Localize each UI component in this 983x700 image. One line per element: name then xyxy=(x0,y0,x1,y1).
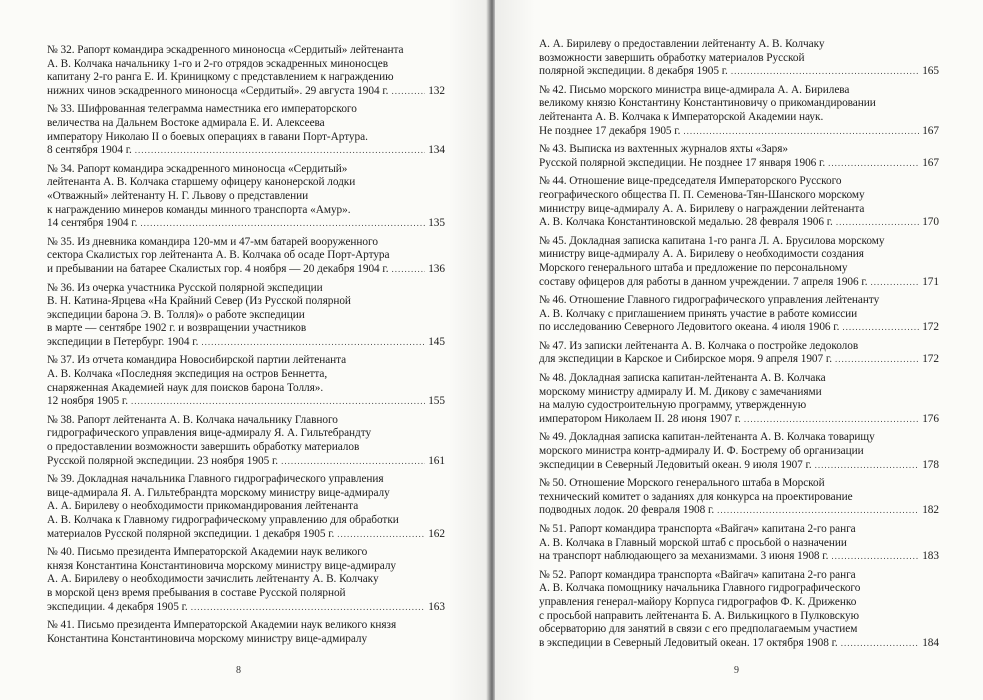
entry-line: А. В. Колчака помощнику начальника Главного гидрографического xyxy=(539,582,861,595)
entry-text: 14 сентября 1904 г. xyxy=(47,217,138,230)
entry-last-line xyxy=(47,455,445,469)
entry-line: к награждению минеров команды минного транспорта «Амур». xyxy=(47,203,351,216)
entry-text: 12 ноября 1905 г. xyxy=(47,395,128,408)
entry-line: № 42. Письмо морского министра вице-адмирала А. А. Бирилева xyxy=(539,83,850,96)
entry-line: А. А. Бирилеву о необходимости зачислить лейтенанту А. В. Колчаку xyxy=(47,573,379,586)
contents-entry xyxy=(47,236,445,277)
entry-page-number: 176 xyxy=(922,412,939,425)
entry-text: и пребывании на батарее Скалистых гор. 4 ноября — 20 декабря 1904 г. xyxy=(47,262,389,275)
contents-entry xyxy=(47,354,445,408)
entry-line: Константина Константиновича морскому министру вице-адмиралу xyxy=(47,632,368,645)
entry-line: о предоставлении возможности завершить обработку материалов xyxy=(47,441,360,454)
entry-line: № 41. Письмо президента Императорской Академии наук великого князя xyxy=(47,619,397,632)
entry-line: № 45. Докладная записка капитана 1-го ранга Л. А. Брусилова морскому xyxy=(539,234,885,247)
contents-entry xyxy=(47,473,445,541)
entry-page-number: 134 xyxy=(428,144,445,157)
entry-page-number: 136 xyxy=(428,262,445,275)
entry-page-number: 178 xyxy=(922,458,939,471)
entry-page-number: 167 xyxy=(922,124,939,137)
entry-last-line xyxy=(47,263,445,277)
entry-line: № 32. Рапорт командира эскадренного миноносца «Сердитый» лейтенанта xyxy=(47,44,404,56)
entry-line: № 50. Отношение Морского генерального штаба в Морской xyxy=(539,477,825,490)
entry-line: с просьбой направить лейтенанта Б. А. Вилькицкого в Пулковскую xyxy=(539,609,860,622)
entry-line: № 47. Из записки лейтенанта А. В. Колчака о постройке ледоколов xyxy=(539,339,859,352)
entry-page-number: 172 xyxy=(922,321,939,334)
entry-line: А. А. Бирилеву о предоставлении лейтенанту А. В. Колчаку xyxy=(539,38,825,50)
entry-line: морскому министру адмиралу И. М. Дикову с замечаниями xyxy=(539,385,822,398)
entry-text: 8 сентября 1904 г. xyxy=(47,144,132,157)
entry-line: № 52. Рапорт командира транспорта «Вайгач» капитана 2-го ранга xyxy=(539,568,856,581)
dot-leader xyxy=(281,455,425,469)
entry-line: географического общества П. П. Семенова-Тян-Шанского морскому xyxy=(539,188,865,201)
entry-line: возможности завершить обработку материалов Русской xyxy=(539,51,805,64)
dot-leader xyxy=(828,157,919,171)
entry-line: № 48. Докладная записка капитан-лейтенанта А. В. Колчака xyxy=(539,372,826,385)
dot-leader xyxy=(201,336,425,350)
contents-entry xyxy=(539,235,939,289)
entry-page-number: 184 xyxy=(922,636,939,649)
page-number-right: 9 xyxy=(734,665,739,676)
dot-leader xyxy=(131,395,425,409)
entry-text: Не позднее 17 декабря 1905 г. xyxy=(539,124,681,137)
entry-text: Русской полярной экспедиции. 23 ноября 1905 г. xyxy=(47,454,279,467)
entry-line: в марте — сентябре 1902 г. и возвращении участников xyxy=(47,322,307,335)
entry-last-line xyxy=(47,395,445,409)
entry-text: на транспорт наблюдающего за механизмами. 3 июня 1908 г. xyxy=(539,550,829,563)
entry-text: экспедиции. 4 декабря 1905 г. xyxy=(47,600,188,613)
entry-line: капитану 2-го ранга Е. И. Криницкому с представлением к награждению xyxy=(47,71,394,84)
entry-line: № 44. Отношение вице-председателя Императорского Русского xyxy=(539,175,842,188)
dot-leader xyxy=(135,144,425,158)
dot-leader xyxy=(337,528,425,542)
entry-text: экспедиции в Северный Ледовитый океан. 9 июля 1907 г. xyxy=(539,458,812,471)
entry-line: № 51. Рапорт командира транспорта «Вайгач» капитана 2-го ранга xyxy=(539,523,856,535)
entry-line: Морского генерального штаба и предложение по персональному xyxy=(539,261,848,274)
entry-last-line xyxy=(47,144,445,158)
dot-leader xyxy=(842,321,919,335)
contents-entry xyxy=(47,546,445,614)
dot-leader xyxy=(831,550,919,564)
entry-line: А. А. Бирилеву о необходимости прикомандирования лейтенанта xyxy=(47,500,359,513)
entry-text: экспедиции в Петербург. 1904 г. xyxy=(47,335,199,348)
dot-leader xyxy=(841,637,920,651)
entry-last-line xyxy=(539,276,939,290)
entry-line: № 39. Докладная начальника Главного гидрографического управления xyxy=(47,473,384,486)
entry-line: морского министра контр-адмиралу И. Ф. Бострему об организации xyxy=(539,445,864,458)
entry-text: для экспедиции в Карское и Сибирское моря. 9 апреля 1907 г. xyxy=(539,353,832,366)
entry-line: вице-адмирала Я. А. Гильтебрандта морскому министру вице-адмиралу xyxy=(47,486,390,499)
entry-line: № 33. Шифрованная телеграмма наместника его императорского xyxy=(47,103,357,116)
entry-line: А. В. Колчаку с приглашением принять участие в работе комиссии xyxy=(539,307,858,320)
contents-entry xyxy=(539,340,939,367)
entry-line: министру вице-адмиралу А. А. Бирилеву о необходимости создания xyxy=(539,248,864,261)
page-number-left: 8 xyxy=(236,665,241,676)
entry-line: князя Константина Константиновича морскому министру вице-адмиралу xyxy=(47,559,397,572)
left-page xyxy=(0,0,488,700)
entry-line: № 49. Докладная записка капитан-лейтенанта А. В. Колчака товарищу xyxy=(539,431,875,444)
entry-text: А. В. Колчака Константиновской медалью. 28 февраля 1906 г. xyxy=(539,216,833,229)
entry-page-number: 182 xyxy=(922,504,939,517)
entry-text: императором Николаем II. 28 июня 1907 г. xyxy=(539,412,741,425)
entry-page-number: 170 xyxy=(922,216,939,229)
entry-last-line xyxy=(47,528,445,542)
entry-text: полярной экспедиции. 8 декабря 1905 г. xyxy=(539,65,728,78)
entry-last-line xyxy=(539,504,939,518)
entry-line: № 37. Из отчета командира Новосибирской партии лейтенанта xyxy=(47,354,347,367)
contents-entry xyxy=(47,44,445,98)
contents-entry xyxy=(539,143,939,170)
contents-entry xyxy=(539,431,939,472)
entry-line: В. Н. Катина-Ярцева «На Крайний Север (Из Русской полярной xyxy=(47,295,351,308)
dot-leader xyxy=(744,413,919,427)
entry-last-line xyxy=(47,85,445,99)
entry-line: № 46. Отношение Главного гидрографического управления лейтенанту xyxy=(539,294,880,307)
dot-leader xyxy=(140,217,425,231)
page-curve-shadow xyxy=(448,0,488,700)
dot-leader xyxy=(836,216,919,230)
contents-entry xyxy=(539,477,939,518)
entry-last-line xyxy=(539,353,939,367)
entry-last-line xyxy=(47,336,445,350)
entry-line: на малую судостроительную программу, утвержденную xyxy=(539,399,807,412)
entry-line: «Отважный» лейтенанту Н. Г. Львову о представлении xyxy=(47,189,309,202)
contents-entry xyxy=(539,84,939,138)
entry-last-line xyxy=(539,216,939,230)
entry-text: Русской полярной экспедиции. Не позднее 17 января 1906 г. xyxy=(539,156,826,169)
entry-page-number: 183 xyxy=(922,550,939,563)
contents-entry xyxy=(47,619,445,646)
entry-line: управления генерал-майору Корпуса гидрографов Ф. К. Дриженко xyxy=(539,595,857,608)
contents-entry xyxy=(539,175,939,229)
entry-last-line xyxy=(539,157,939,171)
entry-page-number: 155 xyxy=(428,395,445,408)
entry-line: величества на Дальнем Востоке адмирала Е. И. Алексеева xyxy=(47,116,325,129)
contents-entry xyxy=(539,523,939,564)
contents-entry xyxy=(539,294,939,335)
contents-entry xyxy=(47,414,445,468)
entry-page-number: 167 xyxy=(922,156,939,169)
entry-page-number: 171 xyxy=(922,275,939,288)
entry-page-number: 163 xyxy=(428,600,445,613)
entry-line: А. В. Колчака в Главный морской штаб с просьбой о назначении xyxy=(539,536,847,549)
entry-last-line xyxy=(539,413,939,427)
entry-last-line xyxy=(539,459,939,473)
entry-line: А. В. Колчака начальнику 1-го и 2-го отрядов эскадренных миноносцев xyxy=(47,57,389,70)
entry-line: снаряженная Академией наук для поисков барона Толля». xyxy=(47,381,324,394)
entry-page-number: 135 xyxy=(428,217,445,230)
right-page xyxy=(495,0,983,700)
dot-leader xyxy=(717,504,919,518)
entry-text: материалов Русской полярной экспедиции. 1 декабря 1905 г. xyxy=(47,527,335,540)
dot-leader xyxy=(392,263,426,277)
entry-last-line xyxy=(539,550,939,564)
entry-line: № 34. Рапорт командира эскадренного миноносца «Сердитый» xyxy=(47,162,348,175)
entry-last-line xyxy=(539,637,939,651)
dot-leader xyxy=(683,125,919,139)
entry-line: министру вице-адмиралу А. А. Бирилеву о награждении лейтенанта xyxy=(539,202,865,215)
dot-leader xyxy=(391,85,425,99)
dot-leader xyxy=(191,601,426,615)
entry-last-line xyxy=(539,125,939,139)
contents-entry xyxy=(539,38,939,79)
entry-line: № 43. Выписка из вахтенных журналов яхты «Заря» xyxy=(539,143,789,156)
dot-leader xyxy=(731,65,919,79)
contents-entry xyxy=(47,282,445,350)
entry-text: в экспедиции в Северный Ледовитый океан. 17 октября 1908 г. xyxy=(539,636,838,649)
entry-line: лейтенанта А. В. Колчака к Императорской Академии наук. xyxy=(539,110,824,123)
entry-line: сектора Скалистых гор лейтенанта А. В. Колчака об осаде Порт-Артура xyxy=(47,249,390,262)
contents-list-left xyxy=(47,44,445,651)
dot-leader xyxy=(835,353,919,367)
entry-line: лейтенанта А. В. Колчака старшему офицеру канонерской лодки xyxy=(47,176,356,189)
entry-last-line xyxy=(47,601,445,615)
entry-page-number: 145 xyxy=(428,335,445,348)
entry-line: А. В. Колчака «Последняя экспедиция на остров Беннетта, xyxy=(47,368,328,381)
entry-last-line xyxy=(539,321,939,335)
entry-line: обсерваторию для занятий в связи с его предполагаемым участием xyxy=(539,623,858,636)
entry-line: № 38. Рапорт лейтенанта А. В. Колчака начальнику Главного xyxy=(47,413,338,426)
contents-entry xyxy=(47,163,445,231)
entry-text: подводных лодок. 20 февраля 1908 г. xyxy=(539,504,715,517)
entry-line: № 35. Из дневника командира 120-мм и 47-мм батарей вооруженного xyxy=(47,235,378,248)
page-curve-shadow xyxy=(495,0,535,700)
entry-line: в морской ценз время пребывания в составе Русской полярной xyxy=(47,586,346,599)
entry-line: технический комитет о заданиях для конкурса на проектирование xyxy=(539,490,853,503)
entry-page-number: 165 xyxy=(922,65,939,78)
entry-text: нижних чинов эскадренного миноносца «Сердитый». 29 августа 1904 г. xyxy=(47,84,389,97)
entry-line: № 36. Из очерка участника Русской полярной экспедиции xyxy=(47,281,323,294)
entry-text: составу офицеров для работы в данном учреждении. 7 апреля 1906 г. xyxy=(539,275,868,288)
entry-line: великому князю Константину Константиновичу о прикомандировании xyxy=(539,97,876,110)
entry-line: А. В. Колчака к Главному гидрографическому управлению для обработки xyxy=(47,514,399,526)
entry-page-number: 162 xyxy=(428,527,445,540)
entry-line: гидрографического управления вице-адмиралу Я. А. Гильтебрандту xyxy=(47,427,372,440)
dot-leader xyxy=(815,459,920,473)
entry-line: № 40. Письмо президента Императорской Академии наук великого xyxy=(47,546,368,559)
entry-line: экспедиции барона Э. В. Толля)» о работе экспедиции xyxy=(47,308,305,321)
contents-entry xyxy=(47,103,445,157)
contents-entry xyxy=(539,372,939,426)
dot-leader xyxy=(870,276,919,290)
entry-page-number: 132 xyxy=(428,84,445,97)
entry-text: по исследованию Северного Ледовитого океана. 4 июля 1906 г. xyxy=(539,321,840,334)
contents-list-right xyxy=(539,38,939,655)
entry-page-number: 172 xyxy=(922,353,939,366)
entry-page-number: 161 xyxy=(428,454,445,467)
contents-entry xyxy=(539,569,939,651)
entry-last-line xyxy=(539,65,939,79)
entry-line: императору Николаю II о боевых операциях в гавани Порт-Артура. xyxy=(47,130,368,143)
entry-last-line xyxy=(47,217,445,231)
